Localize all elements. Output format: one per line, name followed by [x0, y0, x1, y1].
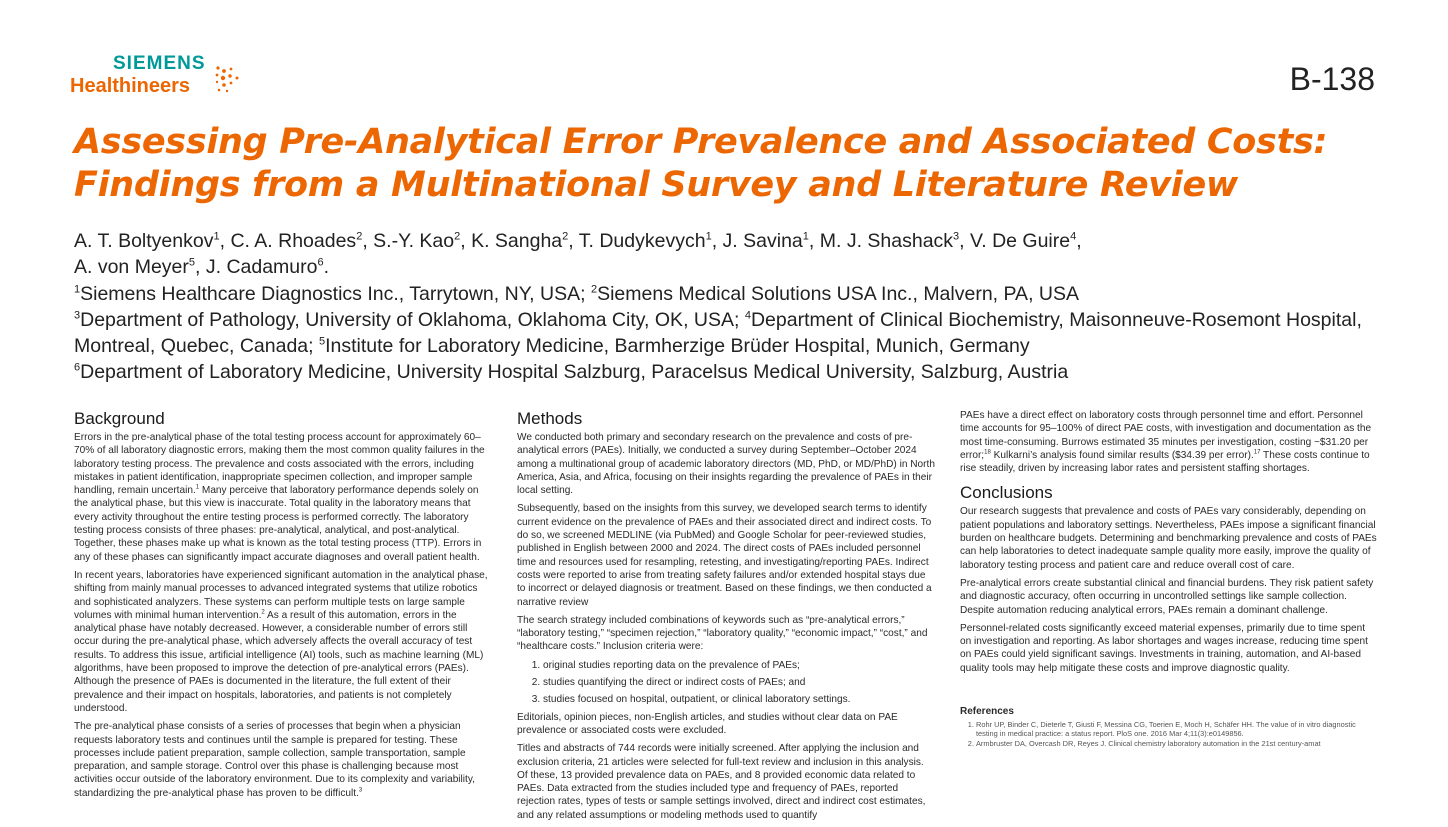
affiliation: $^4$Department of Clinical Biochemistry, Maisonneuve-Rosemont Hospital, Montreal, Quebec, Canada; [74, 308, 1362, 358]
affiliation: $^1$Siemens Healthcare Diagnostics Inc., Tarrytown, NY, USA; [74, 282, 591, 305]
methods-section [517, 409, 935, 827]
author: J. Savina$^1$, [722, 230, 820, 252]
author: S.-Y. Kao$^2$, [373, 230, 472, 252]
affiliation: $^2$Siemens Medical Solutions USA Inc., Malvern, PA, USA [590, 282, 1079, 305]
methods-heading: Methods [517, 409, 583, 428]
references-heading: References [960, 706, 1014, 718]
reference-item: 2. Armbruster DA, Overcash DR, Reyes J. Clinical chemistry laboratory automation in the 21st century-amat [976, 739, 1378, 748]
siemens-healthineers-logo [70, 54, 245, 100]
poster-title [74, 121, 1394, 207]
poster-id: B-138 [1289, 61, 1375, 97]
conclusions-paragraph: Our research suggests that prevalence and costs of PAEs vary considerably, depending on patient populations and laboratory settings. Nevertheless, PAEs impose a significant financial burden on healthcare budgets. Determining and benchmarking prevalence and costs of PAEs can help laboratories to detect inadequate sample quality more easily, improve the quality of laboratory testing process and patient care and reduce overall cost of care. [960, 506, 1377, 571]
background-paragraph: In recent years, laboratories have experienced significant automation in the analytical phase, shifting from mainly manual processes to advanced integrated systems that utilize robotics and sophisticated analyzers. These systems can perform multiple tests on large sample volumes with minimal human intervention.$^2$ As a result of this automation, errors in the analytical phase have notably decreased. However, a considerable number of errors still occur during the pre-analytical phase, which adversely affects the overall accuracy of test results. To address this issue, artificial intelligence (AI) tools, such as machine learning (ML) algorithms, have been proposed to improve the detection of pre-analytical errors (PAEs). Although the presence of PAEs is documented in the literature, the full extent of their prevalence and their impact on hospitals, laboratories, and patients is not completely understood. [74, 569, 488, 714]
logo-dots-icon [212, 64, 242, 94]
affiliation: $^3$Department of Pathology, University of Oklahoma, Oklahoma City, OK, USA; [74, 308, 745, 331]
results-conclusions-section [960, 409, 1378, 749]
conclusions-paragraph: Pre-analytical errors create substantial clinical and financial burdens. They risk patient safety and diagnostic accuracy, often occurring in uncontrolled settings like sample collection. Despite automation reducing analytical errors, PAEs remain a dominant challenge. [960, 577, 1374, 616]
background-paragraph: Errors in the pre-analytical phase of the total testing process account for approximately 60–70% of all laboratory diagnostic errors, making them the most common quality failures in the laboratory testing process. The prevalence and costs associated with the errors, including mistakes in patient identification, inappropriate specimen collection, and improper sample handling, remain uncertain.$^1$ Many perceive that laboratory performance depends solely on the analytical phase, but this view is inaccurate. Total quality in the laboratory means that every activity throughout the entire testing process is performed correctly. The laboratory testing process consists of three phases: pre-analytical, analytical, and post-analytical. Together, these phases make up what is known as the total testing process (TTP). Errors in any of these phases can significantly impact accurate diagnoses and overall patient health. [74, 432, 485, 563]
title-line-1: Assessing Pre-Analytical Error Prevalence and Associated Costs: [74, 122, 1328, 162]
inclusion-criteria-list [517, 659, 935, 707]
list-item: 1. original studies reporting data on the prevalence of PAEs; [543, 659, 935, 672]
results-paragraph: PAEs have a direct effect on laboratory costs through personnel time and effort. Personnel time accounts for 95–100% of direct PAE costs, with investigation and documentation as the most time-consuming. Burrows estimated 35 minutes per investigation, costing ~$31.20 per error;$^{18}$ Kulkarni’s analysis found similar results ($34.39 per error).$^{17}$ These costs continue to rise steadily, driven by increasing labor rates and persistent staffing shortages. [960, 410, 1372, 475]
methods-paragraph: We conducted both primary and secondary research on the prevalence and costs of pre-analytical errors (PAEs). Initially, we conducted a survey during September–October 2024 among a multinational group of academic laboratory directors (MD, PhD, or MD/PhD) in North America, Asia, and Africa, focusing on their insights regarding the prevalence of PAEs in their local setting. [517, 432, 935, 497]
title-line-2: Findings from a Multinational Survey and Literature Review [74, 165, 1238, 205]
author: M. J. Shashack$^3$, [819, 230, 971, 252]
author: A. T. Boltyenkov$^1$, [74, 230, 231, 252]
authors-block [74, 228, 1374, 386]
background-paragraph: The pre-analytical phase consists of a series of processes that begin when a physician requests laboratory tests and continues until the sample is prepared for testing. These processes include patient preparation, sample collection, sample transportation, sample preparation, and sample storage. Control over this phase is challenging because most activities occur outside of the laboratory environment. Due to its complexity and variability, standardizing the pre-analytical phase has proven to be difficult.$^3$ [74, 721, 475, 799]
author: T. Dudykevych$^1$, [578, 230, 723, 252]
conclusions-paragraph: Personnel-related costs significantly exceed material expenses, primarily due to time spent on investigation and reporting. As labor shortages and wages increase, reducing time spent on PAEs could yield significant savings. Investments in training, automation, and AI-based quality tools may help mitigate these costs and improve diagnostic quality. [960, 622, 1368, 674]
methods-paragraph: Editorials, opinion pieces, non-English articles, and studies without clear data on PAE prevalence or associated costs were excluded. [517, 711, 898, 736]
author: K. Sangha$^2$, [471, 230, 579, 252]
author: V. De Guire$^4$, [970, 230, 1082, 252]
methods-paragraph: Subsequently, based on the insights from this survey, we developed search terms to identify current evidence on the prevalence of PAEs and their associated direct and indirect costs. To do so, we screened MEDLINE (via PubMed) and Google Scholar for peer-reviewed studies, published in English between 2000 and 2024. The direct costs of PAEs included personnel time and resources used for resampling, retesting, and investigating/reporting PAEs. Indirect costs were reported to arise from treating safety failures and/or extended hospital stays due to incorrect or delayed diagnosis or treatment. Based on these findings, we then conducted a narrative review [517, 503, 932, 608]
methods-paragraph: Titles and abstracts of 744 records were initially screened. After applying the inclusion and exclusion criteria, 21 articles were selected for full-text review and inclusion in this analysis. Of these, 13 provided prevalence data on PAEs, and 8 provided economic data related to PAEs. Data extracted from the studies included type and frequency of PAEs, reported rejection rates, types of tests or sample settings involved, direct and indirect cost estimates, and any related assumptions or modeling methods used to quantify [517, 743, 926, 821]
list-item: 3. studies focused on hospital, outpatient, or clinical laboratory settings. [543, 693, 935, 706]
affiliation: $^6$Department of Laboratory Medicine, University Hospital Salzburg, Paracelsus Medical University, Salzburg, Austria [74, 361, 1069, 384]
background-heading: Background [74, 409, 165, 428]
author: C. A. Rhoades$^2$, [230, 230, 374, 252]
conclusions-heading: Conclusions [960, 483, 1053, 503]
list-item: 2. studies quantifying the direct or indirect costs of PAEs; and [543, 676, 935, 689]
logo-brand: SIEMENS [113, 53, 206, 74]
author-list [74, 228, 1374, 281]
reference-item: 1. Rohr UP, Binder C, Dieterle T, Giusti F, Messina CG, Toerien E, Moch H, Schäfer HH. The value of in vitro diagnostic testing in medical practice: a status report. PloS one. 2016 Mar 4;11(3):e0149856. [976, 720, 1378, 738]
author: J. Cadamuro$^6$. [205, 256, 330, 279]
author: A. von Meyer$^5$, [74, 256, 206, 279]
background-section [74, 409, 492, 805]
references-list [960, 720, 1378, 748]
affiliation: $^5$Institute for Laboratory Medicine, Barmherzige Brüder Hospital, Munich, Germany [318, 335, 1030, 358]
affiliations [74, 281, 1374, 386]
methods-paragraph: The search strategy included combinations of keywords such as “pre-analytical errors,” “laboratory testing,” “specimen rejection,” “laboratory quality,” “economic impact,” “cost,” and “healthcare costs.” Inclusion criteria were: [517, 614, 928, 653]
logo-division: Healthineers [70, 75, 191, 97]
